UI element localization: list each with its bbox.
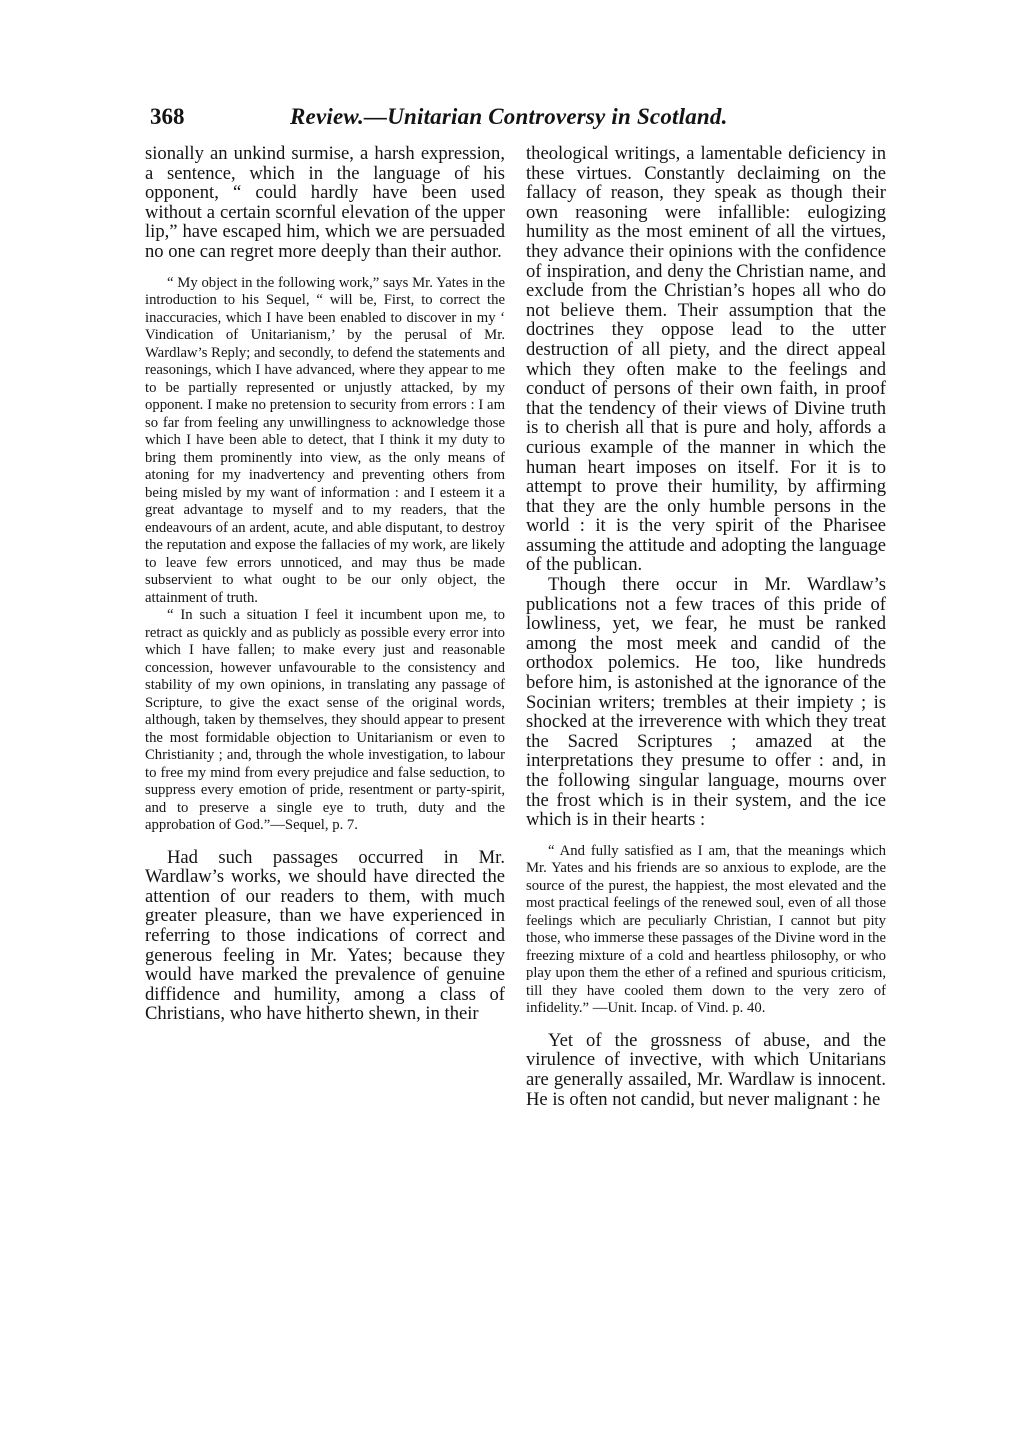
left-paragraph-1: sionally an unkind surmise, a harsh expression, a sentence, which in the language of his opponent, “ could hardly have been used without a certain scornful elevation of the upper lip,” have escaped him, which we are persuaded no one can regret more deeply than their author.: [145, 143, 505, 262]
right-paragraph-3: Yet of the grossness of abuse, and the virulence of invective, with which Unitarians are generally assailed, Mr. Wardlaw is innocent. He is often not candid, but never malignant : he: [526, 1029, 886, 1110]
wardlaw-quote: “ And fully satisfied as I am, that the meanings which Mr. Yates and his friends are so anxious to explode, are the source of the purest, the happiest, the most elevated and the most practical feelings of the renewed soul, even of all those feelings which are peculiarly Christian, I cannot but pity those, who immerse these passages of the Divine word in the freezing mixture of a cold and heartless philosophy, or who play upon them the ether of a refined and spurious criticism, till they have cooled them down to the very zero of infidelity.” —Unit. Incap. of Vind. p. 40.: [526, 842, 886, 1017]
yates-quote-1: “ My object in the following work,” says Mr. Yates in the introduction to his Sequel, “ will be, First, to correct the inaccuracies, which I have been enabled to discover in my ‘ Vindication of Unitarianism,’ by the perusal of Mr. Wardlaw’s Reply; and secondly, to defend the statements and reasonings, which I have advanced, where they appear to me to be partially represented or unjustly attacked, by my opponent. I make no pretension to security from errors : I am so far from feeling any unwillingness to acknowledge those which I have been able to detect, that I think it my duty to bring them prominently into view, as the only means of atoning for my inadvertency and preventing others from being misled by my want of information : and I esteem it a great advantage to myself and to my readers, that the endeavours of an ardent, acute, and able disputant, to destroy the reputation and expose the fallacies of my work, are likely to leave few errors unnoticed, and may thus be made subservient to what ought to be our only object, the attainment of truth.: [145, 274, 505, 606]
right-paragraph-2: Though there occur in Mr. Wardlaw’s publications not a few traces of this pride of lowliness, yet, we fear, he must be ranked among the most meek and candid of the orthodox polemics. He too, like hundreds before him, is astonished at the ignorance of the Socinian writers; trembles at their impiety ; is shocked at the irreverence with which they treat the Sacred Scriptures ; amazed at the interpretations they presume to offer : and, in the following singular language, mourns over the frost which is in their system, and the ice which is in their hearts :: [526, 574, 886, 831]
yates-quote-2: “ In such a situation I feel it incumbent upon me, to retract as quickly and as publicly as possible every error into which I have fallen; to make every just and reasonable concession, however unfavourable to the consistency and stability of my own opinions, in translating any passage of Scripture, to give the exact sense of the original words, although, taken by themselves, they should appear to present the most formidable objection to Unitarianism or even to Christianity ; and, through the whole investigation, to labour to free my mind from every prejudice and false seduction, to suppress every emotion of pride, resentment or party-spirit, and to preserve a single eye to truth, duty and the approbation of God.”—Sequel, p. 7.: [145, 607, 505, 834]
right-column: [526, 144, 886, 1109]
running-title: Review.—Unitarian Controversy in Scotland.: [290, 104, 728, 129]
page-number: 368: [150, 104, 185, 129]
left-paragraph-2: Had such passages occurred in Mr. Wardlaw’s works, we should have directed the attention of our readers to them, with much greater pleasure, than we have experienced in referring to those indications of correct and generous feeling in Mr. Yates; because they would have marked the prevalence of genuine diffidence and humility, among a class of Christians, who have hitherto shewn, in their: [145, 846, 505, 1025]
right-paragraph-1: theological writings, a lamentable deficiency in these virtues. Constantly declaiming on the fallacy of reason, they speak as though their own reasoning were infallible: eulogizing humility as the most eminent of all the virtues, they advance their opinions with the confidence of inspiration, and deny the Christian name, and exclude from the Christian’s hopes all who do not believe them. Their assumption that the doctrines they oppose lead to the utter destruction of all piety, and the direct appeal which they often make to the feelings and conduct of persons of their own faith, in proof that the tendency of their views of Divine truth is to cherish all that is pure and holy, affords a curious example of the manner in which the human heart imposes on itself. For it is to attempt to prove their humility, by affirming that they are the only humble persons in the world : it is the very spirit of the Pharisee assuming the attitude and adopting the language of the publican.: [526, 143, 886, 576]
page-header: [150, 104, 890, 138]
left-column: [145, 144, 505, 1024]
